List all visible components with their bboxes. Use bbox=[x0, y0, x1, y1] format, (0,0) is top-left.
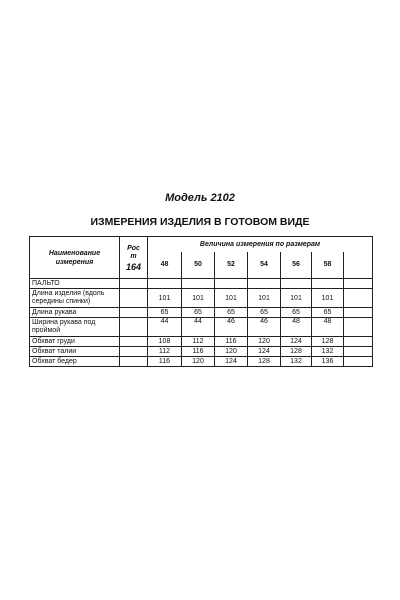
table-cell: 132 bbox=[281, 357, 312, 367]
table-cell bbox=[344, 308, 373, 318]
header-height-value: 164 bbox=[125, 261, 142, 272]
table-cell: 136 bbox=[312, 357, 344, 367]
table-cell: 120 bbox=[182, 357, 215, 367]
row-label bbox=[30, 347, 120, 357]
header-size-58: 58 bbox=[312, 252, 344, 279]
row-label-line1: Обхват бедер bbox=[32, 357, 77, 365]
table-section-row bbox=[30, 279, 373, 289]
row-label-line2: проймой bbox=[32, 327, 61, 334]
header-size-group: Величина измерения по размерам bbox=[148, 237, 373, 252]
table-cell: 101 bbox=[215, 289, 248, 308]
table-cell: 65 bbox=[182, 308, 215, 318]
table-row bbox=[30, 337, 373, 347]
table-cell: 112 bbox=[148, 347, 182, 357]
table-cell: 128 bbox=[248, 357, 281, 367]
table-cell bbox=[344, 347, 373, 357]
table-cell: 112 bbox=[182, 337, 215, 347]
header-size-50: 50 bbox=[182, 252, 215, 279]
header-height-line1: Рос bbox=[127, 244, 140, 252]
table-cell: 101 bbox=[312, 289, 344, 308]
table-cell: 124 bbox=[281, 337, 312, 347]
table-cell: 48 bbox=[312, 318, 344, 337]
table-cell: 101 bbox=[148, 289, 182, 308]
table-cell: 48 bbox=[281, 318, 312, 337]
row-label bbox=[30, 308, 120, 318]
header-size-56: 56 bbox=[281, 252, 312, 279]
table-cell bbox=[344, 318, 373, 337]
header-size-54: 54 bbox=[248, 252, 281, 279]
document-title: ИЗМЕРЕНИЯ ИЗДЕЛИЯ В ГОТОВОМ ВИДЕ bbox=[90, 216, 310, 228]
table-cell: 101 bbox=[182, 289, 215, 308]
header-measurement-name bbox=[30, 237, 120, 279]
table-cell bbox=[182, 279, 215, 289]
row-label bbox=[30, 357, 120, 367]
table-cell bbox=[148, 279, 182, 289]
table-cell: 46 bbox=[215, 318, 248, 337]
table-cell bbox=[344, 337, 373, 347]
table-cell: 120 bbox=[248, 337, 281, 347]
table-cell bbox=[344, 289, 373, 308]
table-cell: 124 bbox=[248, 347, 281, 357]
table-cell bbox=[120, 347, 148, 357]
section-label: ПАЛЬТО bbox=[30, 279, 120, 289]
row-label-line2: середины спинки) bbox=[32, 298, 91, 305]
table-cell bbox=[344, 357, 373, 367]
measurements-table bbox=[29, 236, 373, 367]
table-row bbox=[30, 289, 373, 308]
row-label-line1: Обхват груди bbox=[32, 337, 75, 345]
table-cell: 128 bbox=[281, 347, 312, 357]
header-height bbox=[120, 237, 148, 279]
header-height-line2: т bbox=[130, 252, 137, 260]
table-row bbox=[30, 318, 373, 337]
table-cell: 128 bbox=[312, 337, 344, 347]
table-cell bbox=[120, 308, 148, 318]
table-cell: 101 bbox=[281, 289, 312, 308]
row-label bbox=[30, 289, 120, 308]
row-label-line1: Обхват талии bbox=[32, 347, 77, 355]
table-cell: 44 bbox=[182, 318, 215, 337]
table-cell: 124 bbox=[215, 357, 248, 367]
table-cell: 65 bbox=[312, 308, 344, 318]
table-cell: 46 bbox=[248, 318, 281, 337]
table-cell bbox=[120, 337, 148, 347]
table-cell bbox=[215, 279, 248, 289]
table-cell: 65 bbox=[281, 308, 312, 318]
table-cell: 44 bbox=[148, 318, 182, 337]
row-label-line1: Длина рукава bbox=[32, 308, 77, 316]
row-label-line1: Ширина рукава под bbox=[32, 319, 96, 326]
table-cell bbox=[312, 279, 344, 289]
table-cell bbox=[120, 289, 148, 308]
table-cell: 65 bbox=[248, 308, 281, 318]
table-row bbox=[30, 347, 373, 357]
header-name-line2: измерения bbox=[55, 258, 94, 266]
table-cell: 132 bbox=[312, 347, 344, 357]
table-cell: 116 bbox=[182, 347, 215, 357]
table-cell: 101 bbox=[248, 289, 281, 308]
model-title: Модель 2102 bbox=[165, 192, 235, 204]
table-cell: 65 bbox=[215, 308, 248, 318]
table-cell bbox=[120, 279, 148, 289]
table-cell: 108 bbox=[148, 337, 182, 347]
table-cell bbox=[120, 318, 148, 337]
table-cell bbox=[344, 279, 373, 289]
header-name-line1: Наименование bbox=[48, 249, 101, 257]
table-row bbox=[30, 357, 373, 367]
row-label bbox=[30, 318, 120, 337]
table-cell: 116 bbox=[215, 337, 248, 347]
table-header-row-top bbox=[30, 237, 373, 252]
header-size-48: 48 bbox=[148, 252, 182, 279]
table-row bbox=[30, 308, 373, 318]
table-cell bbox=[281, 279, 312, 289]
table-cell: 116 bbox=[148, 357, 182, 367]
table-cell bbox=[248, 279, 281, 289]
header-size-52: 52 bbox=[215, 252, 248, 279]
header-size-empty bbox=[344, 252, 373, 279]
table-cell: 120 bbox=[215, 347, 248, 357]
table-cell bbox=[120, 357, 148, 367]
row-label bbox=[30, 337, 120, 347]
table-cell: 65 bbox=[148, 308, 182, 318]
row-label-line1: Длина изделия (вдоль bbox=[32, 290, 105, 297]
